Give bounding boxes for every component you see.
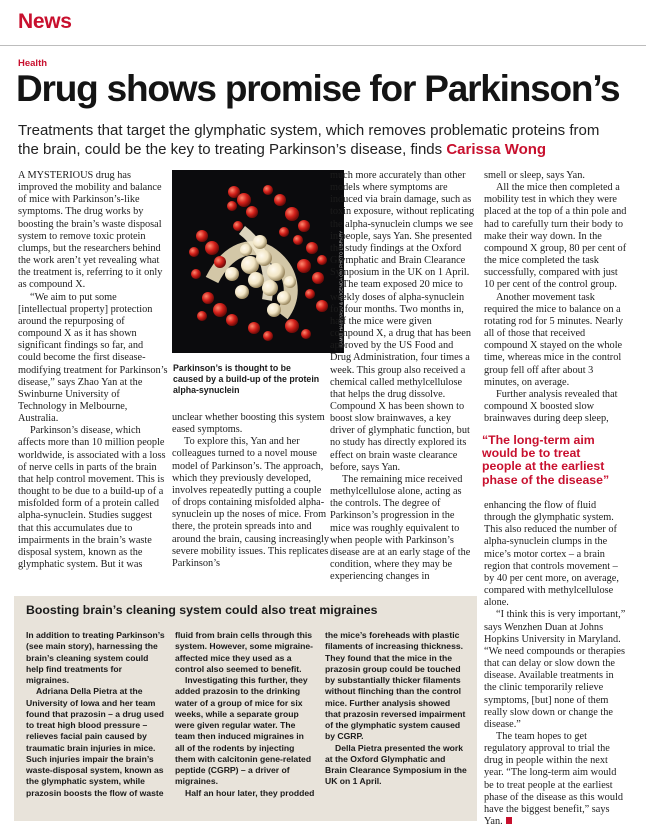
standfirst	[18, 121, 618, 159]
paragraph: Another movement task required the mice to balance on a rotating rod for 5 minutes. Nearly all of those that received compound X stayed on the whole time, whereas mice in the control group fell off after about 3 minutes, on average.	[484, 291, 623, 388]
paragraph: In addition to treating Parkinson’s (see main story), harnessing the brain’s cleaning system could help find treatments for migraines.	[26, 630, 165, 685]
paragraph: “We aim to put some [intellectual property] protection around the repurposing of compound X as it has shown significant findings so far, and could become the first disease-modifying treatment for Parkinson’s disease,” says Zhao Yan at the Swinburne University of Technology in Melbourne, Australia.	[18, 291, 168, 425]
paragraph: unclear whether boosting this system eased symptoms.	[172, 412, 325, 436]
category-label: Health	[18, 58, 48, 69]
paragraph: fluid from brain cells through this system. However, some migraine-affected mice they used as a control also seemed to benefit.	[175, 630, 314, 674]
paragraph: Half an hour later, they prodded	[185, 787, 315, 798]
paragraph: Adriana Della Pietra at the University of Iowa and her team found that prazosin – a drug used to treat high blood pressure – relieves facial pain caused by traumatic brain injuries in mice. Such injuries impair the brain’s waste-disposal system, known as the glymphatic system, while prazosin boosts the flow of waste	[26, 686, 164, 798]
header-divider	[0, 45, 646, 46]
protein-image	[172, 170, 344, 353]
paragraph: All the mice then completed a mobility test in which they were placed at the top of a thin pole and had to carefully turn their body to make their way down. In the compound X group, 80 per cent of the mice completed the task successfully, compared with just 10 per cent of the control group.	[484, 182, 627, 291]
paragraph: The team hopes to get regulatory approval to trial the drug in people within the next year. “The long-term aim would be to treat people at the earliest phase of the disease as this would have the biggest benefit,” says Yan.	[484, 730, 623, 828]
paragraph: Further analysis revealed that compound X boosted slow brainwaves during deep sleep,	[484, 388, 618, 425]
paragraph: Investigating this further, they added prazosin to the drinking water of a group of mice for six weeks, while a separate group were given regular water. The team then induced migraines in all of the rodents by injecting them with calcitonin gene-related peptide (CGRP) – a driver of migraines.	[175, 675, 312, 787]
paragraph: enhancing the flow of fluid through the glymphatic system. This also reduced the number of alpha-synuclein clumps in the mice’s motor cortex – a brain region that controls movement – by 40 per cent more, on average, compared with methylcellulose alone.	[484, 500, 619, 609]
image-caption: Parkinson’s is thought to be caused by a build-up of the protein alpha-synuclein	[173, 363, 320, 395]
paragraph: To explore this, Yan and her colleagues turned to a novel mouse model of Parkinson’s. The approach, which they previously developed, involves repeatedly putting a couple of drops containing misfolded alpha-synuclein up the noses of mice. From there, the protein spreads into and around the brain, causing increasingly severe mobility issues. This replicates Parkinson’s	[172, 436, 329, 569]
author-byline: Carissa Wong	[446, 141, 547, 158]
paragraph: “I think this is very important,” says Wenzhen Duan at Johns Hopkins University in Maryland. “We need compounds or therapies that can delay or slow down the disease. Available treatments in the clinic temporarily relieve symptoms, [but] none of them really slow down or change the disease.”	[484, 609, 626, 730]
section-label: News	[18, 10, 72, 33]
standfirst-text: Treatments that target the glymphatic system, which removes problematic proteins from the brain, could be the key to treating Parkinson’s disease, finds	[18, 122, 600, 158]
body-column-1	[18, 170, 168, 571]
protein-illustration	[172, 170, 344, 353]
paragraph: A MYSTERIOUS drug has improved the mobility and balance of mice with Parkinson’s-like symptoms. The drug works by boosting the brain’s waste disposal system to remove toxic protein clumps, but the researchers behind the work aren’t yet revealing what the treatment is, referring to it only as compound X.	[18, 170, 163, 291]
sidebar-title: Boosting brain’s cleaning system could also treat migraines	[26, 603, 378, 617]
body-column-2	[172, 412, 332, 570]
paragraph: The team exposed 20 mice to weekly doses of alpha-synuclein for four months. Two months in, half the mice were given compound X, a drug that has been approved by the US Food and Drug Administration, four times a week. This group also received a chemical called methylcellulose that helps the drug dissolve. Compound X has been shown to boost slow brainwaves, a key driver of glymphatic function, but no study has directly explored its effect on brain waste clearance before, says Yan.	[330, 279, 471, 473]
sidebar-column-3	[325, 630, 467, 788]
paragraph: the mice’s foreheads with plastic filaments of increasing thickness. They found that the mice in the prazosin group could be touched by substantially thicker filaments without flinching than the control mice. Further analysis showed that prazosin reversed impairment of the glymphatic system caused by CGRP.	[325, 630, 466, 742]
paragraph: Parkinson’s disease, which affects more than 10 million people worldwide, is associated with a loss of nerve cells in parts of the brain that help control movement. This is thought to be due to a build-up of a misfolded form of a protein called alpha-synuclein. Studies suggest that this accumulates due to impairments in the brain’s waste disposal system, known as the glymphatic system. But it was	[18, 425, 166, 570]
sidebar-column-2	[175, 630, 315, 799]
body-column-4-bottom	[484, 500, 628, 828]
pull-quote: “The long-term aim would be to treat people at the earliest phase of the disease”	[482, 433, 610, 487]
sidebar-column-1	[26, 630, 166, 799]
photo-credit: KAMIJI HAMAYASU & AVICENCA 000 PHOTO LIBRARY	[338, 230, 344, 348]
cream-strands	[212, 230, 296, 317]
headline: Drug shows promise for Parkinson’s	[16, 68, 620, 109]
body-column-4-top	[484, 170, 628, 425]
paragraph: much more accurately than other models where symptoms are induced via brain damage, such as toxin exposure, without replicating the alpha-synuclein clumps we see in people, says Yan. She presented the study findings at the Oxford Glymphatic and Brain Clearance Symposium in the UK on 1 April.	[330, 170, 475, 279]
body-column-3	[330, 170, 476, 583]
paragraph: Della Pietra presented the work at the Oxford Glymphatic and Brain Clearance Symposium in the UK on 1 April.	[325, 742, 467, 787]
paragraph: smell or sleep, says Yan.	[484, 170, 585, 181]
paragraph: The remaining mice received methylcellulose alone, acting as the controls. The degree of Parkinson’s progression in the mice was roughly equivalent to when people with Parkinson’s disease are at an early stage of the condition, where they may be experiencing changes in	[330, 473, 471, 583]
